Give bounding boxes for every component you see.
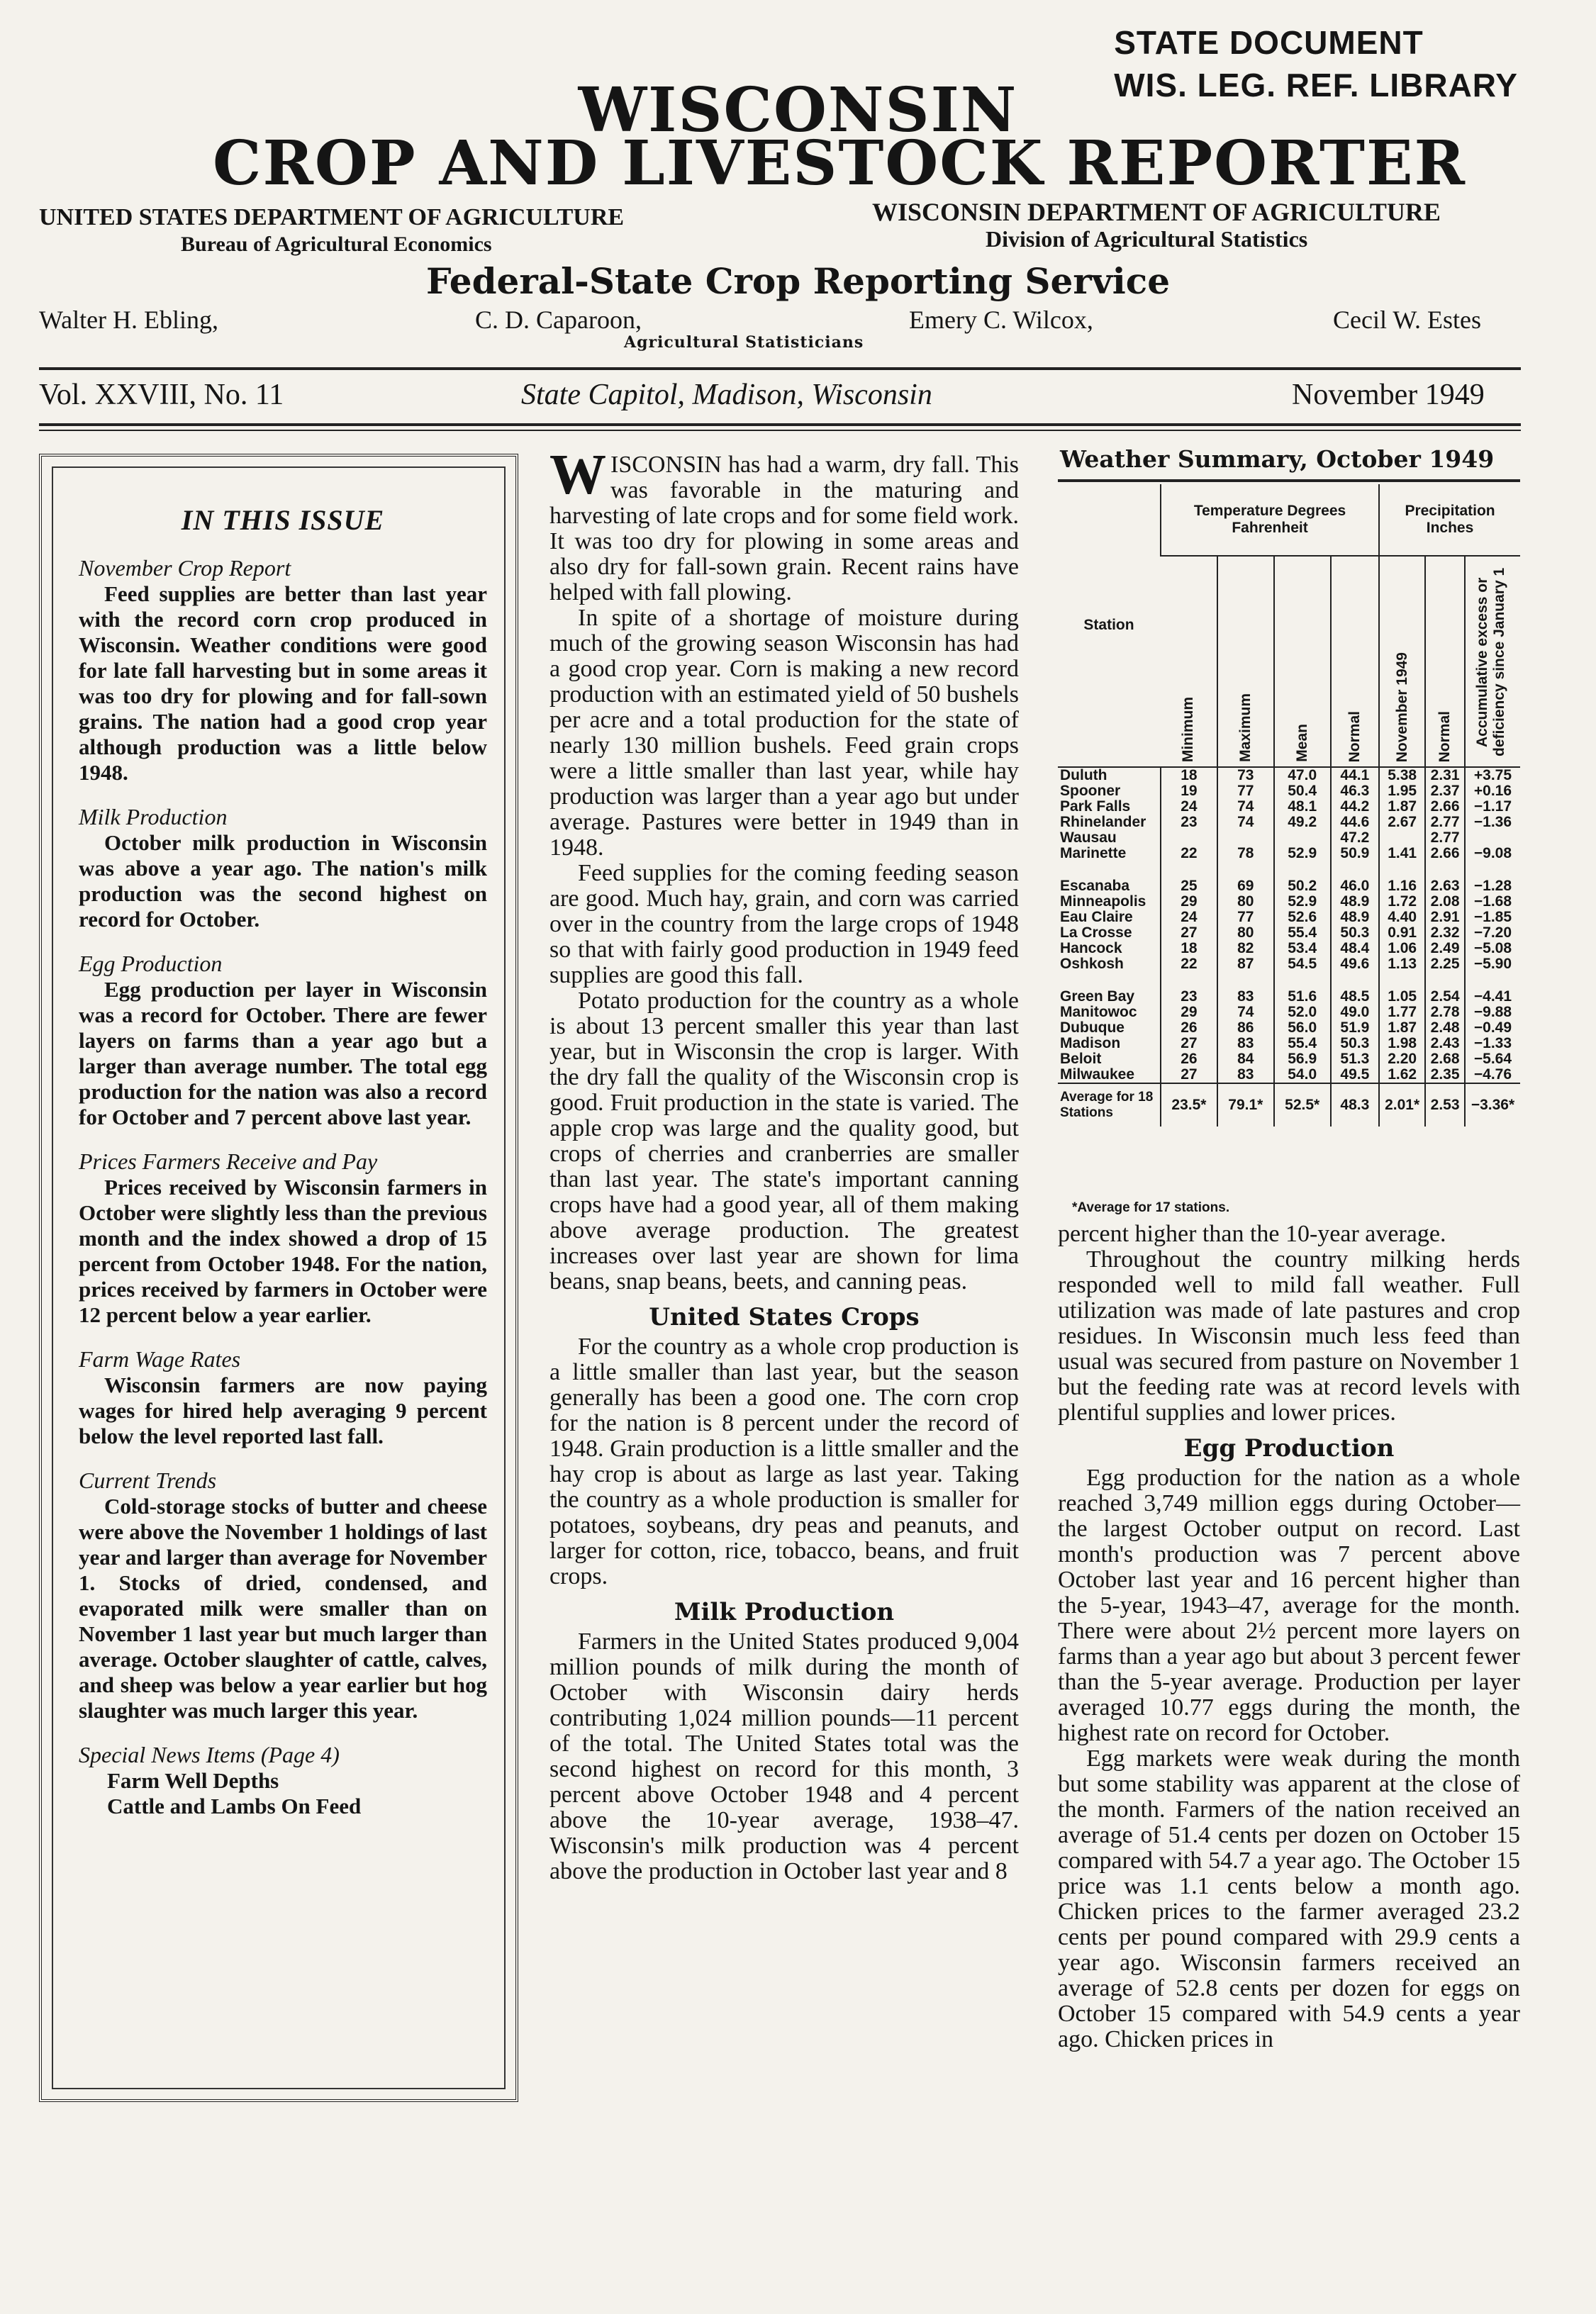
table-cell: 56.0 bbox=[1274, 1020, 1331, 1036]
table-row bbox=[1058, 830, 1520, 846]
usda-name: UNITED STATES DEPARTMENT OF AGRICULTURE bbox=[39, 204, 625, 230]
average-cell: 2.01* bbox=[1379, 1083, 1425, 1127]
dateline-rule bbox=[39, 423, 1521, 426]
table-cell: 1.16 bbox=[1379, 878, 1425, 894]
table-cell: −9.88 bbox=[1465, 1005, 1520, 1020]
top-rule bbox=[39, 367, 1521, 370]
sidebar-section-body: Cold-storage stocks of butter and cheese were above the November 1 holdings of last year and larger than average for November 1. Stocks of dried, condensed, and evaporated milk were smaller than on November 1 last year but much larger than average. October slaughter of cattle, calves, and sheep was below a year earlier but hog slaughter was much larger this year. bbox=[79, 1494, 487, 1723]
table-cell: 2.66 bbox=[1425, 799, 1465, 815]
table-cell: 74 bbox=[1217, 815, 1274, 830]
table-cell: 22 bbox=[1161, 956, 1217, 972]
sidebar-section bbox=[79, 555, 487, 786]
special-news-item: Cattle and Lambs On Feed bbox=[107, 1794, 362, 1818]
station-name: Spooner bbox=[1060, 783, 1121, 799]
table-cell: 86 bbox=[1217, 1020, 1274, 1036]
table-cell bbox=[1274, 830, 1331, 846]
table-cell: 46.0 bbox=[1331, 878, 1379, 894]
table-cell: 1.06 bbox=[1379, 941, 1425, 956]
table-cell: 50.3 bbox=[1331, 925, 1379, 941]
precipitation-group-header: Precipitation Inches bbox=[1379, 484, 1520, 556]
table-cell: −1.68 bbox=[1465, 894, 1520, 910]
table-cell: 52.9 bbox=[1274, 894, 1331, 910]
table-cell: 19 bbox=[1161, 783, 1217, 799]
table-cell: 77 bbox=[1217, 783, 1274, 799]
table-cell: 49.2 bbox=[1274, 815, 1331, 830]
table-cell: 48.9 bbox=[1331, 894, 1379, 910]
table-cell: 82 bbox=[1217, 941, 1274, 956]
article-paragraph: Egg production for the nation as a whole reached 3,749 million eggs during October—the largest October output on record. Last month's production was 7 percent above October last year and 16 percent higher than the 5-year, 1943–47, average for the month. There were about 2½ percent more layers on farms than a year ago but about 3 percent fewer than the 5-year average. Production per layer averaged 10.77 eggs during the month, the highest rate on record for October. bbox=[1058, 1465, 1520, 1746]
table-cell: 2.08 bbox=[1425, 894, 1465, 910]
column-header: Normal bbox=[1331, 556, 1379, 767]
table-cell: 48.5 bbox=[1331, 989, 1379, 1005]
table-row bbox=[1058, 894, 1520, 910]
table-cell: 74 bbox=[1217, 1005, 1274, 1020]
sidebar-section-body: Wisconsin farmers are now paying wages for hired help averaging 9 percent below the level reported last fall. bbox=[79, 1373, 487, 1448]
usda-header bbox=[39, 204, 624, 258]
sidebar-section-title: Milk Production bbox=[79, 804, 228, 829]
table-cell: 26 bbox=[1161, 1020, 1217, 1036]
table-cell: 4.40 bbox=[1379, 910, 1425, 925]
table-row bbox=[1058, 941, 1520, 956]
table-cell: 5.38 bbox=[1379, 767, 1425, 783]
wisconsin-dept-header bbox=[872, 199, 1441, 252]
table-cell: 2.20 bbox=[1379, 1051, 1425, 1067]
article-intro bbox=[549, 444, 1019, 605]
table-cell: −1.85 bbox=[1465, 910, 1520, 925]
table-cell: 50.4 bbox=[1274, 783, 1331, 799]
weather-footnote: *Average for 17 stations. bbox=[1072, 1200, 1230, 1215]
table-cell: −0.49 bbox=[1465, 1020, 1520, 1036]
table-cell: 23 bbox=[1161, 989, 1217, 1005]
table-cell: 54.5 bbox=[1274, 956, 1331, 972]
table-cell: 50.3 bbox=[1331, 1036, 1379, 1051]
table-cell: 1.98 bbox=[1379, 1036, 1425, 1051]
drop-cap: W bbox=[549, 444, 606, 506]
table-row bbox=[1058, 1051, 1520, 1067]
temperature-group-header: Temperature Degrees Fahrenheit bbox=[1161, 484, 1379, 556]
table-cell: 2.78 bbox=[1425, 1005, 1465, 1020]
table-cell bbox=[1379, 830, 1425, 846]
station-name: Escanaba bbox=[1060, 878, 1130, 894]
table-cell: −4.76 bbox=[1465, 1067, 1520, 1083]
average-cell: 2.53 bbox=[1425, 1083, 1465, 1127]
average-row bbox=[1058, 1083, 1520, 1127]
sidebar-section-title: November Crop Report bbox=[79, 555, 291, 581]
sidebar-section bbox=[79, 804, 487, 932]
table-row bbox=[1058, 799, 1520, 815]
table-cell: 69 bbox=[1217, 878, 1274, 894]
table-cell: −7.20 bbox=[1465, 925, 1520, 941]
table-cell: 48.9 bbox=[1331, 910, 1379, 925]
table-cell: 27 bbox=[1161, 925, 1217, 941]
station-name: Eau Claire bbox=[1060, 909, 1133, 925]
wis-dept-name: WISCONSIN DEPARTMENT OF AGRICULTURE bbox=[872, 198, 1441, 226]
sidebar-section-body: Prices received by Wisconsin farmers in October were slightly less than the previous month and the index showed a drop of 15 percent from October 1948. For the nation, prices received by farmers in October were 12 percent below a year earlier. bbox=[79, 1175, 487, 1327]
table-cell: 25 bbox=[1161, 878, 1217, 894]
right-article-column bbox=[1058, 1222, 1520, 2052]
table-cell: 1.05 bbox=[1379, 989, 1425, 1005]
sidebar-section-title: Egg Production bbox=[79, 951, 223, 976]
table-row bbox=[1058, 1067, 1520, 1083]
sidebar-section-body: October milk production in Wisconsin was above a year ago. The nation's milk production was the second highest on record for October. bbox=[79, 830, 487, 932]
issue-date: November 1949 bbox=[1292, 379, 1485, 411]
table-cell: 56.9 bbox=[1274, 1051, 1331, 1067]
table-cell: 27 bbox=[1161, 1067, 1217, 1083]
table-cell: 44.2 bbox=[1331, 799, 1379, 815]
table-cell: 49.5 bbox=[1331, 1067, 1379, 1083]
table-row bbox=[1058, 783, 1520, 799]
table-cell: 78 bbox=[1217, 846, 1274, 861]
table-cell: 47.0 bbox=[1274, 767, 1331, 783]
table-cell: 2.37 bbox=[1425, 783, 1465, 799]
table-cell: 2.77 bbox=[1425, 830, 1465, 846]
station-name: Dubuque bbox=[1060, 1019, 1125, 1036]
table-cell: 1.95 bbox=[1379, 783, 1425, 799]
table-row bbox=[1058, 989, 1520, 1005]
station-name: Marinette bbox=[1060, 845, 1127, 861]
table-cell: 80 bbox=[1217, 925, 1274, 941]
table-cell: 52.9 bbox=[1274, 846, 1331, 861]
stamp-line-1: STATE DOCUMENT bbox=[1114, 24, 1424, 61]
station-name: Rhinelander bbox=[1060, 814, 1146, 830]
us-crops-paragraph: For the country as a whole crop production is a little smaller than last year, but the season generally has been a good one. The corn crop for the nation is 8 percent under the record of 1948. Grain production is a little smaller and the hay crop is about as large as last year. Taking the country as a whole production is smaller for potatoes, soybeans, dry peas and peanuts, and larger for cotton, rice, tobacco, beans, and fruit crops. bbox=[549, 1334, 1019, 1589]
sidebar-section bbox=[79, 1346, 487, 1449]
table-cell: 53.4 bbox=[1274, 941, 1331, 956]
table-cell: 29 bbox=[1161, 894, 1217, 910]
table-cell: 52.0 bbox=[1274, 1005, 1331, 1020]
table-cell: 26 bbox=[1161, 1051, 1217, 1067]
sidebar-section-title: Farm Wage Rates bbox=[79, 1346, 241, 1372]
table-cell: 46.3 bbox=[1331, 783, 1379, 799]
table-cell: 2.77 bbox=[1425, 815, 1465, 830]
table-cell: +3.75 bbox=[1465, 767, 1520, 783]
special-news-title: Special News Items (Page 4) bbox=[79, 1742, 340, 1767]
table-cell: 1.72 bbox=[1379, 894, 1425, 910]
average-label: Average for 18 Stations bbox=[1058, 1083, 1161, 1127]
table-cell bbox=[1465, 830, 1520, 846]
table-cell bbox=[1217, 830, 1274, 846]
table-cell: 29 bbox=[1161, 1005, 1217, 1020]
article-intro-text: ISCONSIN has had a warm, dry fall. This was favorable in the maturing and harvesting of late crops and for some field work. It was too dry for plowing in some areas and also dry for fall-sown grain. Recent rains have helped with fall plowing. bbox=[549, 452, 1019, 605]
table-row bbox=[1058, 1005, 1520, 1020]
table-cell: 22 bbox=[1161, 846, 1217, 861]
table-row bbox=[1058, 815, 1520, 830]
table-cell: 18 bbox=[1161, 767, 1217, 783]
table-cell: 44.6 bbox=[1331, 815, 1379, 830]
table-cell: 44.1 bbox=[1331, 767, 1379, 783]
table-cell: −5.64 bbox=[1465, 1051, 1520, 1067]
table-cell: −1.17 bbox=[1465, 799, 1520, 815]
table-cell: 48.1 bbox=[1274, 799, 1331, 815]
statistician-name: Emery C. Wilcox, bbox=[909, 306, 1093, 334]
usda-bureau: Bureau of Agricultural Economics bbox=[181, 233, 492, 256]
station-name: Oshkosh bbox=[1060, 956, 1124, 972]
table-cell: 50.9 bbox=[1331, 846, 1379, 861]
weather-summary-title: Weather Summary, October 1949 bbox=[1060, 445, 1495, 473]
article-paragraph: percent higher than the 10-year average. bbox=[1058, 1221, 1446, 1247]
weather-summary-table bbox=[1058, 484, 1520, 1127]
table-cell: 2.43 bbox=[1425, 1036, 1465, 1051]
table-row bbox=[1058, 878, 1520, 894]
column-header: Minimum bbox=[1161, 556, 1217, 767]
station-name: Green Bay bbox=[1060, 988, 1135, 1005]
table-cell: 84 bbox=[1217, 1051, 1274, 1067]
egg-production-heading: Egg Production bbox=[1183, 1434, 1395, 1463]
table-row bbox=[1058, 767, 1520, 783]
table-spacer-row bbox=[1058, 972, 1520, 989]
sidebar-section-title: Prices Farmers Receive and Pay bbox=[79, 1148, 378, 1174]
station-name: Madison bbox=[1060, 1035, 1121, 1051]
table-cell: 2.25 bbox=[1425, 956, 1465, 972]
table-cell: 2.32 bbox=[1425, 925, 1465, 941]
average-cell: 48.3 bbox=[1331, 1083, 1379, 1127]
table-cell: 55.4 bbox=[1274, 1036, 1331, 1051]
sidebar-title: IN THIS ISSUE bbox=[181, 504, 385, 536]
table-cell: 2.91 bbox=[1425, 910, 1465, 925]
table-cell: 24 bbox=[1161, 910, 1217, 925]
table-cell: 49.0 bbox=[1331, 1005, 1379, 1020]
table-cell: 77 bbox=[1217, 910, 1274, 925]
table-row bbox=[1058, 956, 1520, 972]
volume-number: Vol. XXVIII, No. 11 bbox=[39, 379, 284, 411]
table-spacer-row bbox=[1058, 861, 1520, 878]
table-cell: −1.28 bbox=[1465, 878, 1520, 894]
milk-production-paragraph: Farmers in the United States produced 9,004 million pounds of milk during the month of October with Wisconsin dairy herds contributing 1,024 million pounds—11 percent of the total. The United States total was the second highest on record for this month, 3 percent above October 1948 and 4 percent above the 10-year average, 1938–47. Wisconsin's milk production was 4 percent above the production in October last year and 8 bbox=[549, 1628, 1019, 1884]
table-cell: 51.3 bbox=[1331, 1051, 1379, 1067]
table-cell: 51.6 bbox=[1274, 989, 1331, 1005]
table-cell: −9.08 bbox=[1465, 846, 1520, 861]
table-row bbox=[1058, 846, 1520, 861]
table-cell bbox=[1161, 830, 1217, 846]
main-article-column bbox=[549, 444, 1019, 1884]
station-name: Wausau bbox=[1060, 829, 1117, 846]
sidebar-section-body: Feed supplies are better than last year with the record corn crop produced in Wisconsin. Weather conditions were good for late fall harvesting but in some areas it was too dry for plowing and for fall-sown grains. The nation had a good crop year although production was a little below 1948. bbox=[79, 581, 487, 785]
table-cell: 51.9 bbox=[1331, 1020, 1379, 1036]
sidebar-section-title: Current Trends bbox=[79, 1468, 217, 1493]
table-cell: 1.77 bbox=[1379, 1005, 1425, 1020]
statistician-name: Cecil W. Estes bbox=[1333, 306, 1481, 334]
table-cell: 54.0 bbox=[1274, 1067, 1331, 1083]
table-cell: 0.91 bbox=[1379, 925, 1425, 941]
table-cell: −4.41 bbox=[1465, 989, 1520, 1005]
special-news-item: Farm Well Depths bbox=[107, 1768, 279, 1793]
dateline-place: State Capitol, Madison, Wisconsin bbox=[521, 379, 932, 411]
dateline-rule-thin bbox=[39, 430, 1521, 431]
table-cell: 83 bbox=[1217, 989, 1274, 1005]
table-row bbox=[1058, 910, 1520, 925]
table-row bbox=[1058, 1036, 1520, 1051]
table-cell: 18 bbox=[1161, 941, 1217, 956]
station-name: Minneapolis bbox=[1060, 893, 1146, 910]
table-cell: 2.35 bbox=[1425, 1067, 1465, 1083]
table-cell: −5.08 bbox=[1465, 941, 1520, 956]
station-name: Manitowoc bbox=[1060, 1004, 1137, 1020]
masthead-title-2: CROP AND LIVESTOCK REPORTER bbox=[213, 128, 1466, 199]
wis-division: Division of Agricultural Statistics bbox=[986, 226, 1308, 252]
table-cell: 2.54 bbox=[1425, 989, 1465, 1005]
stamp-line-2: WIS. LEG. REF. LIBRARY bbox=[1114, 67, 1518, 104]
table-cell: 73 bbox=[1217, 767, 1274, 783]
sidebar-section-body: Egg production per layer in Wisconsin was a record for October. There are fewer layers on farms than a year ago but a larger than average number. The total egg production for the nation was also a record for October and 7 percent above last year. bbox=[79, 977, 487, 1129]
column-header: Accumulative excess or deficiency since January 1 bbox=[1465, 556, 1520, 767]
masthead-title-1: WISCONSIN bbox=[578, 74, 1018, 146]
table-row bbox=[1058, 925, 1520, 941]
table-cell: 2.31 bbox=[1425, 767, 1465, 783]
table-cell: 1.87 bbox=[1379, 1020, 1425, 1036]
average-cell: 79.1* bbox=[1217, 1083, 1274, 1127]
sidebar-section bbox=[79, 1148, 487, 1328]
statisticians-label: Agricultural Statisticians bbox=[624, 333, 864, 352]
table-cell: 48.4 bbox=[1331, 941, 1379, 956]
table-cell: 1.41 bbox=[1379, 846, 1425, 861]
milk-production-heading: Milk Production bbox=[674, 1598, 895, 1626]
table-cell: +0.16 bbox=[1465, 783, 1520, 799]
table-cell: 49.6 bbox=[1331, 956, 1379, 972]
table-row bbox=[1058, 1020, 1520, 1036]
station-name: La Crosse bbox=[1060, 924, 1132, 941]
article-paragraph: In spite of a shortage of moisture during much of the growing season Wisconsin has had a good crop year. Corn is making a new record production with an estimated yield of 50 bushels per acre and a total production for the state of nearly 130 million bushels. Feed grain crops were a little smaller than last year, while hay production was larger than a year ago but under average. Pastures were better in 1949 than in 1948. bbox=[549, 605, 1019, 861]
table-cell: 23 bbox=[1161, 815, 1217, 830]
table-cell: 74 bbox=[1217, 799, 1274, 815]
sidebar-section bbox=[79, 951, 487, 1130]
article-paragraph: Throughout the country milking herds responded well to mild fall weather. Full utilization was made of late pastures and crop residues. In Wisconsin much less feed than usual was secured from pasture on November 1 but the feeding rate was at record levels with plentiful supplies and lower prices. bbox=[1058, 1246, 1520, 1426]
table-cell: 2.49 bbox=[1425, 941, 1465, 956]
station-name: Beloit bbox=[1060, 1051, 1102, 1067]
table-cell: 50.2 bbox=[1274, 878, 1331, 894]
article-paragraph: Feed supplies for the coming feeding season are good. Much hay, grain, and corn was carried over in the country from the large crops of 1948 so that with fairly good production in 1949 feed supplies are good this fall. bbox=[549, 860, 1019, 988]
station-header: Station bbox=[1058, 484, 1161, 767]
table-cell: 55.4 bbox=[1274, 925, 1331, 941]
table-cell: 1.62 bbox=[1379, 1067, 1425, 1083]
table-cell: 2.67 bbox=[1379, 815, 1425, 830]
us-crops-heading: United States Crops bbox=[649, 1303, 920, 1331]
table-cell: −5.90 bbox=[1465, 956, 1520, 972]
column-header: Mean bbox=[1274, 556, 1331, 767]
table-cell: 83 bbox=[1217, 1067, 1274, 1083]
sidebar-section bbox=[79, 1468, 487, 1723]
table-cell: 2.63 bbox=[1425, 878, 1465, 894]
table-cell: 83 bbox=[1217, 1036, 1274, 1051]
table-cell: 2.66 bbox=[1425, 846, 1465, 861]
statistician-name: Walter H. Ebling, bbox=[39, 306, 219, 334]
article-paragraph: Egg markets were weak during the month but some stability was apparent at the close of the month. Farmers of the nation received an average of 51.4 cents per dozen on October 15 compared with 54.7 a year ago. The October 15 price was 1.1 cents below a month ago. Chicken prices to the farmer averaged 23.2 cents per pound compared with 29.9 cents a year ago. Wisconsin farmers received an average of 52.8 cents per dozen for eggs on October 15 compared with 54.9 cents a year ago. Chicken prices in bbox=[1058, 1745, 1520, 2052]
in-this-issue-box bbox=[39, 454, 518, 2102]
table-cell: 47.2 bbox=[1331, 830, 1379, 846]
station-name: Park Falls bbox=[1060, 798, 1131, 815]
column-header: November 1949 bbox=[1379, 556, 1425, 767]
table-cell: 1.13 bbox=[1379, 956, 1425, 972]
table-cell: 1.87 bbox=[1379, 799, 1425, 815]
average-cell: 52.5* bbox=[1274, 1083, 1331, 1127]
average-cell: −3.36* bbox=[1465, 1083, 1520, 1127]
article-paragraph: Potato production for the country as a whole is about 13 percent smaller this year than last year, but in Wisconsin the crop is larger. With the dry fall the quality of the Wisconsin crop is good. Fruit production in the state is varied. The apple crop was large and the quality good, but crops of cherries and cranberries are smaller than last year. The state's important canning crops have had a good year, all of them making above average production. The greatest increases over last year are shown for lima beans, snap beans, beets, and canning peas. bbox=[549, 988, 1019, 1295]
station-name: Milwaukee bbox=[1060, 1066, 1135, 1083]
table-cell: 27 bbox=[1161, 1036, 1217, 1051]
column-header: Normal bbox=[1425, 556, 1465, 767]
table-cell: 2.48 bbox=[1425, 1020, 1465, 1036]
table-cell: −1.36 bbox=[1465, 815, 1520, 830]
table-cell: −1.33 bbox=[1465, 1036, 1520, 1051]
table-cell: 87 bbox=[1217, 956, 1274, 972]
column-header: Maximum bbox=[1217, 556, 1274, 767]
service-title: Federal-State Crop Reporting Service bbox=[426, 260, 1170, 302]
station-name: Hancock bbox=[1060, 940, 1122, 956]
table-cell: 80 bbox=[1217, 894, 1274, 910]
average-cell: 23.5* bbox=[1161, 1083, 1217, 1127]
table-cell: 2.68 bbox=[1425, 1051, 1465, 1067]
weather-rule-top bbox=[1058, 479, 1520, 482]
station-name: Duluth bbox=[1060, 767, 1107, 783]
table-cell: 24 bbox=[1161, 799, 1217, 815]
weather-table-body bbox=[1058, 767, 1520, 1127]
statistician-name: C. D. Caparoon, bbox=[475, 306, 642, 334]
table-cell: 52.6 bbox=[1274, 910, 1331, 925]
